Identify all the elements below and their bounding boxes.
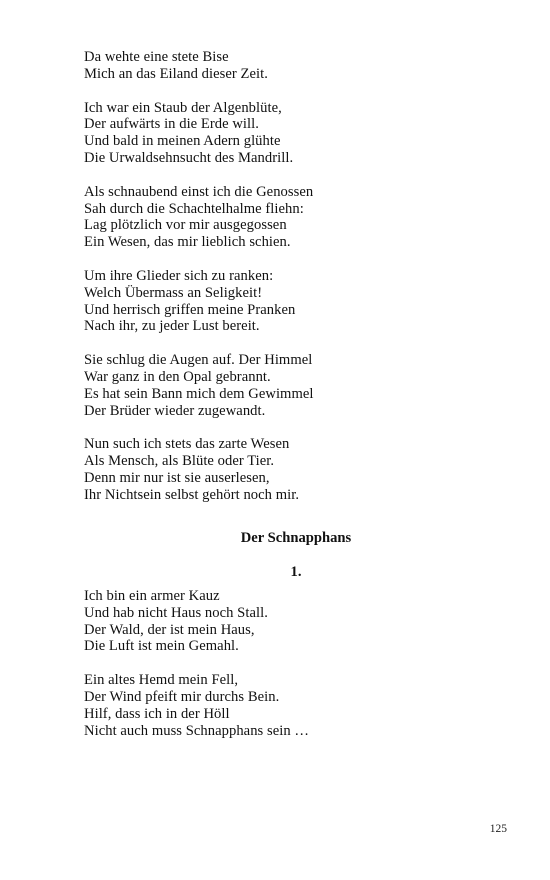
page-number: 125 bbox=[489, 823, 507, 835]
verse-line: Ihr Nichtsein selbst gehört noch mir. bbox=[84, 486, 300, 503]
verse-line: Der Wald, der ist mein Haus, bbox=[84, 621, 255, 638]
verse-line: Hilf, dass ich in der Höll bbox=[84, 705, 230, 722]
verse-line: Sah durch die Schachtelhalme fliehn: bbox=[84, 200, 304, 217]
verse-line: War ganz in den Opal gebrannt. bbox=[84, 368, 271, 385]
verse-line: Und hab nicht Haus noch Stall. bbox=[84, 604, 268, 621]
verse-line: Sie schlug die Augen auf. Der Himmel bbox=[84, 352, 313, 369]
stanza bbox=[84, 100, 384, 167]
verse-line: Ich bin ein armer Kauz bbox=[84, 588, 220, 604]
verse-line: Der aufwärts in die Erde will. bbox=[84, 116, 259, 133]
verse-line: Ein Wesen, das mir lieblich schien. bbox=[84, 234, 291, 251]
verse-line: Die Luft ist mein Gemahl. bbox=[84, 638, 239, 655]
verse-line: Und herrisch griffen meine Pranken bbox=[84, 301, 296, 318]
verse-line: Und bald in meinen Adern glühte bbox=[84, 133, 281, 150]
verse-line: Als schnaubend einst ich die Genossen bbox=[84, 183, 314, 200]
verse-line: Nach ihr, zu jeder Lust bereit. bbox=[84, 318, 260, 335]
poem-body bbox=[84, 588, 384, 756]
section-number: 1. bbox=[290, 564, 302, 580]
verse-line: Als Mensch, als Blüte oder Tier. bbox=[84, 453, 275, 470]
verse-line: Ein altes Hemd mein Fell, bbox=[84, 672, 239, 689]
verse-line: Um ihre Glieder sich zu ranken: bbox=[84, 267, 274, 284]
verse-line: Nun such ich stets das zarte Wesen bbox=[84, 436, 290, 453]
stanza bbox=[84, 588, 384, 655]
verse-line: Es hat sein Bann mich dem Gewimmel bbox=[84, 385, 314, 402]
stanza bbox=[84, 352, 384, 419]
stanza bbox=[84, 49, 384, 83]
verse-line: Der Wind pfeift mir durchs Bein. bbox=[84, 688, 280, 705]
verse-line: Mich an das Eiland dieser Zeit. bbox=[84, 65, 268, 82]
stanza bbox=[84, 436, 384, 503]
verse-line: Nicht auch muss Schnapphans sein … bbox=[84, 722, 310, 739]
verse-line: Lag plötzlich vor mir ausgegossen bbox=[84, 217, 287, 234]
stanza bbox=[84, 184, 384, 251]
verse-line: Ich war ein Staub der Algenblüte, bbox=[84, 99, 282, 116]
poem-title: Der Schnapphans bbox=[240, 530, 352, 546]
poem-continuation bbox=[84, 49, 384, 521]
verse-line: Der Brüder wieder zugewandt. bbox=[84, 402, 266, 419]
verse-line: Denn mir nur ist sie auserlesen, bbox=[84, 469, 270, 486]
verse-line: Welch Übermass an Seligkeit! bbox=[84, 284, 263, 301]
verse-line: Die Urwaldsehnsucht des Mandrill. bbox=[84, 149, 294, 166]
stanza bbox=[84, 268, 384, 335]
verse-line: Da wehte eine stete Bise bbox=[84, 49, 229, 65]
stanza bbox=[84, 672, 384, 739]
